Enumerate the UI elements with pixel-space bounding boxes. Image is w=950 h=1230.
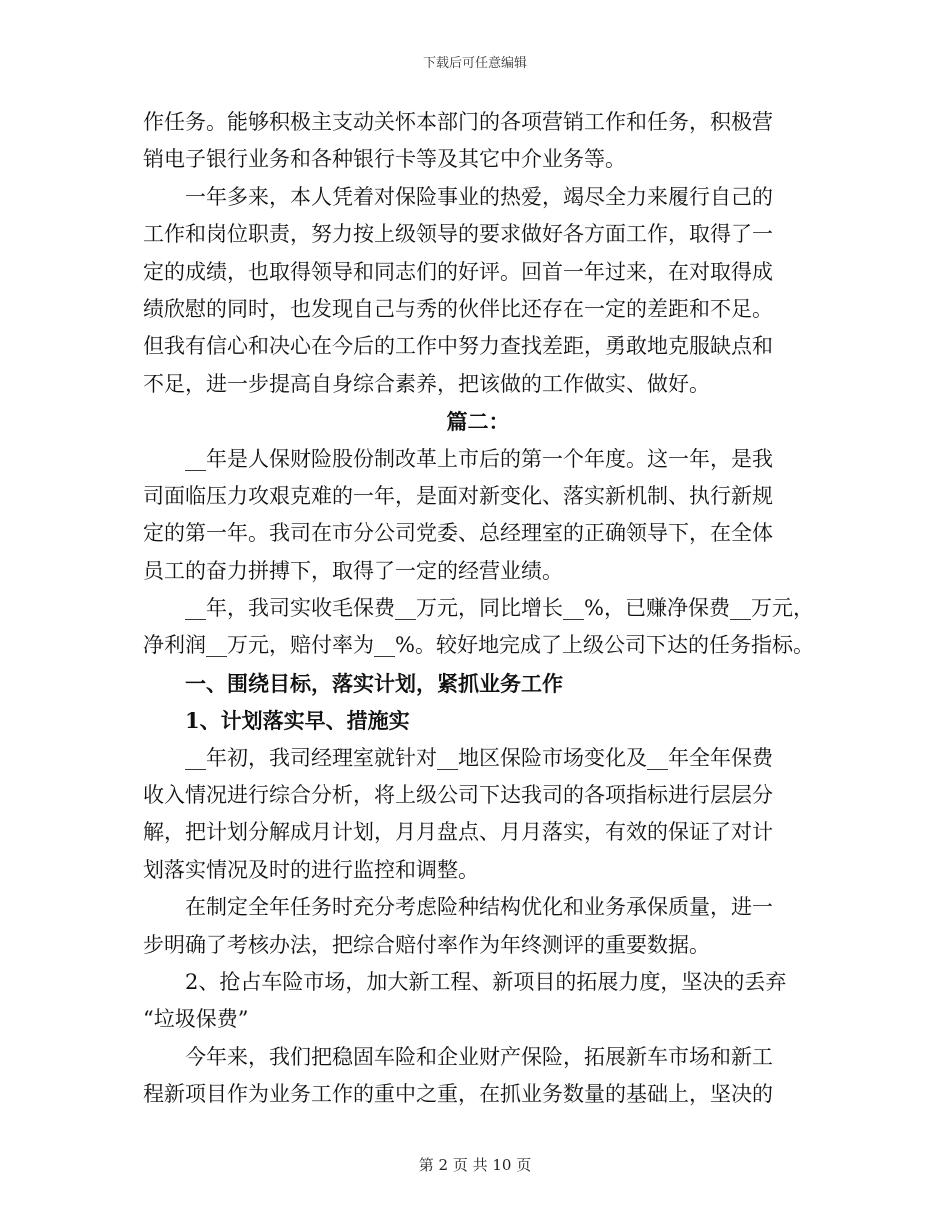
- text-line: 定的第一年。我司在市分公司党委、总经理室的正确领导下，在全体: [143, 521, 773, 546]
- page-header-note: 下载后可任意编辑: [422, 56, 527, 71]
- subheading: 一、围绕目标，落实计划，紧抓业务工作: [185, 670, 563, 696]
- text-line: 收入情况进行综合分析，将上级公司下达我司的各项指标进行层层分: [143, 783, 773, 808]
- paragraph-start-line: __年初，我司经理室就针对__地区保险市场变化及__年全年保费: [185, 745, 773, 770]
- text-line: 净利润__万元，赔付率为__%。较好地完成了上级公司下达的任务指标。: [143, 633, 814, 658]
- text-line: 司面临压力攻艰克难的一年，是面对新变化、落实新机制、执行新规: [143, 483, 773, 508]
- paragraph-start-line: 在制定全年任务时充分考虑险种结构优化和业务承保质量，进一: [185, 895, 773, 920]
- paragraph-start-line: 一年多来，本人凭着对保险事业的热爱，竭尽全力来履行自己的: [185, 184, 773, 209]
- text-line: 员工的奋力拼搏下，取得了一定的经营业绩。: [143, 558, 563, 583]
- text-line: 工作和岗位职责，努力按上级领导的要求做好各方面工作，取得了一: [143, 222, 773, 247]
- text-line: 但我有信心和决心在今后的工作中努力查找差距，勇敢地克服缺点和: [143, 334, 773, 359]
- subheading: 1、计划落实早、措施实: [185, 708, 410, 734]
- paragraph-start-line: __年，我司实收毛保费__万元，同比增长__%，已赚净保费__万元，: [185, 596, 814, 621]
- text-line: 绩欣慰的同时，也发现自己与秀的伙伴比还存在一定的差距和不足。: [143, 296, 773, 321]
- text-line: 步明确了考核办法，把综合赔付率作为年终测评的重要数据。: [143, 932, 710, 957]
- page-number: 第 2 页 共 10 页: [418, 1156, 532, 1174]
- paragraph-start-line: 2、抢占车险市场，加大新工程、新项目的拓展力度，坚决的丢弃: [185, 969, 787, 994]
- text-line: 程新项目作为业务工作的重中之重，在抓业务数量的基础上，坚决的: [143, 1082, 773, 1107]
- text-line: 不足，进一步提高自身综合素养，把该做的工作做实、做好。: [143, 371, 710, 396]
- section-heading: 篇二：: [446, 409, 510, 435]
- paragraph-start-line: __年是人保财险股份制改革上市后的第一个年度。这一年，是我: [185, 446, 773, 471]
- paragraph-start-line: 今年来，我们把稳固车险和企业财产保险，拓展新车市场和新工: [185, 1044, 773, 1069]
- document-body: [143, 104, 813, 1114]
- text-line: 销电子银行业务和各种银行卡等及其它中介业务等。: [143, 147, 626, 172]
- text-line: 作任务。能够积极主支动关怀本部门的各项营销工作和任务，积极营: [143, 110, 773, 134]
- text-line: 划落实情况及时的进行监控和调整。: [143, 857, 479, 882]
- text-line: “垃圾保费”: [143, 1007, 249, 1032]
- text-line: 解，把计划分解成月计划，月月盘点、月月落实，有效的保证了对计: [143, 820, 773, 845]
- text-line: 定的成绩，也取得领导和同志们的好评。回首一年过来，在对取得成: [143, 259, 773, 284]
